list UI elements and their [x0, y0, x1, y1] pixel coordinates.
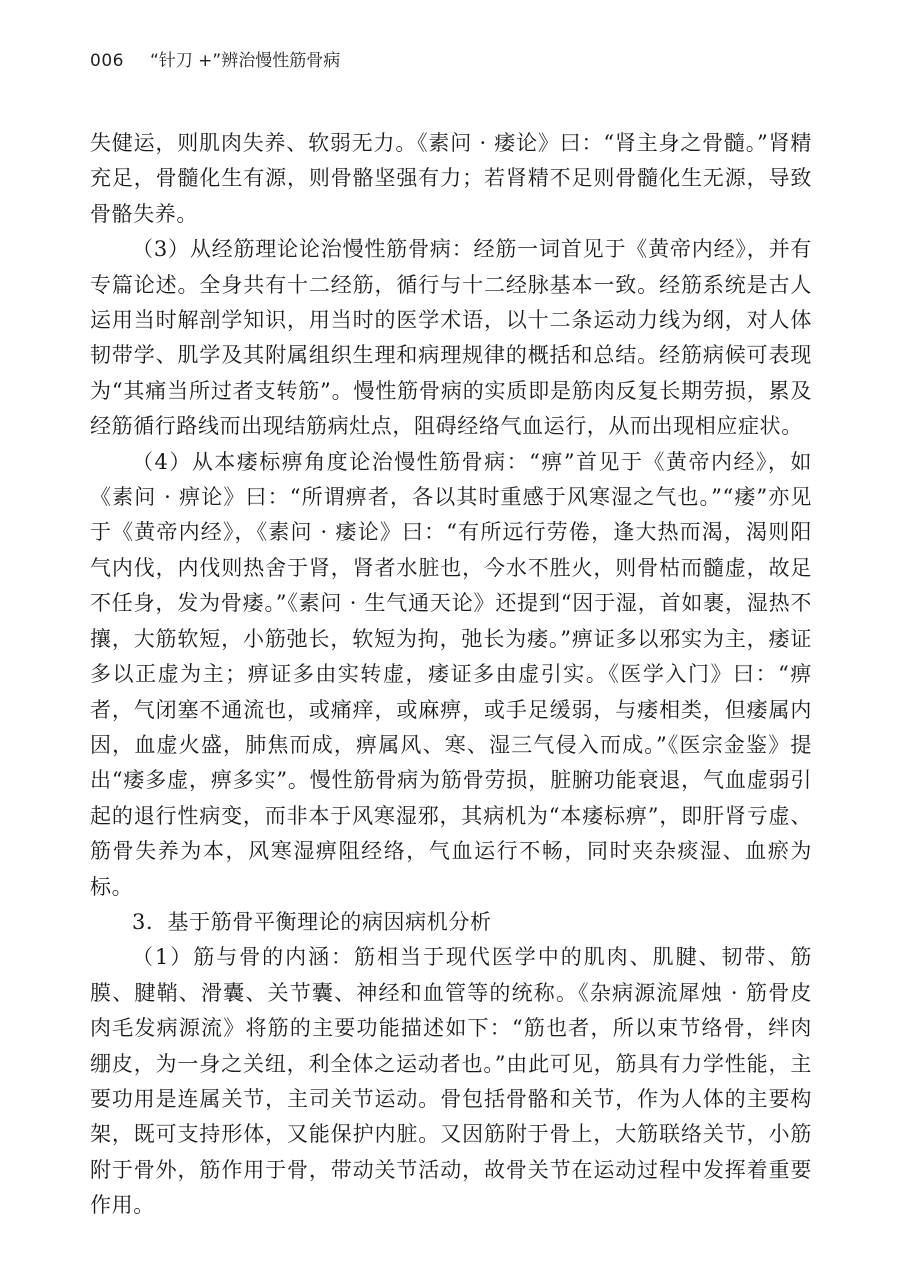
- section-heading-balance-theory: 3．基于筋骨平衡理论的病因病机分析: [132, 909, 492, 934]
- paragraph-tendon-bone-meaning: （1）筋与骨的内涵：筋相当于现代医学中的肌肉、肌腱、韧带、筋膜、腱鞘、滑囊、关节囊、神经和血管等的统称。《杂病源流犀烛 · 筋骨皮肉毛发病源流》将筋的主要功能描述如下：“筋也者，所以束节络骨，绊肉绷皮，为一身之关纽，利全体之运动者也。”由此可见，筋具有力学性能，主要功用是连属关节，主司关节运动。骨包括骨骼和关节，作为人体的主要构架，既可支持形体，又能保护内脏。又因筋附于骨上，大筋联络关节，小筋附于骨外，筋作用于骨，带动关节活动，故骨关节在运动过程中发挥着重要作用。: [90, 945, 812, 1218]
- book-title: “针刀 +”辨治慢性筋骨病: [149, 51, 341, 71]
- paragraph-continued: 失健运，则肌肉失养、软弱无力。《素问 · 痿论》曰：“肾主身之骨髓。”肾精充足，骨髓化生有源，则骨骼坚强有力；若肾精不足则骨髓化生无源，导致骨骼失养。: [90, 131, 812, 226]
- page-body: [90, 126, 812, 1224]
- paragraph-wei-bi-theory: （4）从本痿标痹角度论治慢性筋骨病：“痹”首见于《黄帝内经》，如《素问 · 痹论》曰：“所谓痹者，各以其时重感于风寒湿之气也。”“痿”亦见于《黄帝内经》，《素问 · 痿论》曰：“有所远行劳倦，逢大热而渴，渴则阳气内伐，内伐则热舍于肾，肾者水脏也，今水不胜火，则骨枯而髓虚，故足不任身，发为骨痿。”《素问 · 生气通天论》还提到“因于湿，首如裹，湿热不攘，大筋软短，小筋弛长，软短为拘，弛长为痿。”痹证多以邪实为主，痿证多以正虚为主；痹证多由实转虚，痿证多由虚引实。《医学入门》曰：“痹者，气闭塞不通流也，或痛痒，或麻痹，或手足缓弱，与痿相类，但痿属内因，血虚火盛，肺焦而成，痹属风、寒、湿三气侵入而成。”《医宗金鉴》提出“痿多虚，痹多实”。慢性筋骨病为筋骨劳损，脏腑功能衰退，气血虚弱引起的退行性病变，而非本于风寒湿邪，其病机为“本痿标痹”，即肝肾亏虚、筋骨失养为本，风寒湿痹阻经络，气血运行不畅，同时夹杂痰湿、血瘀为标。: [90, 449, 812, 899]
- paragraph-meridian-tendon-theory: （3）从经筋理论论治慢性筋骨病：经筋一词首见于《黄帝内经》，并有专篇论述。全身共有十二经筋，循行与十二经脉基本一致。经筋系统是古人运用当时解剖学知识，用当时的医学术语，以十二条运动力线为纲，对人体韧带学、肌学及其附属组织生理和病理规律的概括和总结。经筋病候可表现为“其痛当所过者支转筋”。慢性筋骨病的实质即是筋肉反复长期劳损，累及经筋循行路线而出现结筋病灶点，阻碍经络气血运行，从而出现相应症状。: [90, 237, 812, 439]
- running-header: [90, 46, 810, 76]
- page-number: 006: [90, 51, 124, 71]
